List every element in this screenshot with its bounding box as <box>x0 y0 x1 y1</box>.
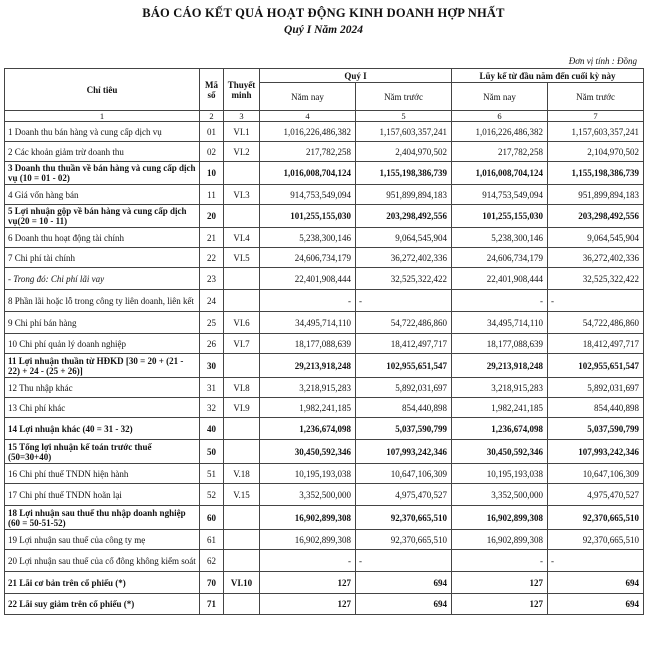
cumulative-current-value: 29,213,918,248 <box>452 354 548 378</box>
cumulative-previous-value: 10,647,106,309 <box>548 464 644 484</box>
row-label: 7 Chi phí tài chính <box>5 248 200 268</box>
header-cumulative-current: Năm nay <box>452 83 548 111</box>
column-number: 2 <box>200 111 224 122</box>
row-label: 1 Doanh thu bán hàng và cung cấp dịch vụ <box>5 122 200 142</box>
quarter-current-value: 16,902,899,308 <box>260 506 356 530</box>
quarter-previous-value: 18,412,497,717 <box>356 334 452 354</box>
cumulative-current-value: 1,016,008,704,124 <box>452 162 548 185</box>
row-note: VI.6 <box>224 312 260 334</box>
table-row <box>5 354 644 378</box>
table-row <box>5 550 644 572</box>
row-label: 4 Giá vốn hàng bán <box>5 185 200 205</box>
row-code: 10 <box>200 162 224 185</box>
table-row <box>5 290 644 312</box>
table-row <box>5 572 644 594</box>
row-label: 8 Phần lãi hoặc lỗ trong công ty liên doanh, liên kết <box>5 290 200 312</box>
row-note <box>224 290 260 312</box>
header-chi-tieu: Chỉ tiêu <box>5 69 200 111</box>
header-thuyet-minh: Thuyết minh <box>224 69 260 111</box>
quarter-previous-value: 54,722,486,860 <box>356 312 452 334</box>
quarter-current-value: 1,016,226,486,382 <box>260 122 356 142</box>
quarter-previous-value: 1,155,198,386,739 <box>356 162 452 185</box>
cumulative-current-value: - <box>452 290 548 312</box>
quarter-previous-value: 92,370,665,510 <box>356 506 452 530</box>
table-row <box>5 530 644 550</box>
table-row <box>5 378 644 398</box>
row-label: 14 Lợi nhuận khác (40 = 31 - 32) <box>5 418 200 440</box>
table-body <box>5 122 644 615</box>
row-note: VI.1 <box>224 122 260 142</box>
header-ma-so: Mã số <box>200 69 224 111</box>
column-number: 5 <box>356 111 452 122</box>
quarter-current-value: 217,782,258 <box>260 142 356 162</box>
quarter-previous-value: 5,892,031,697 <box>356 378 452 398</box>
cumulative-current-value: 34,495,714,110 <box>452 312 548 334</box>
quarter-current-value: 22,401,908,444 <box>260 268 356 290</box>
quarter-previous-value: 92,370,665,510 <box>356 530 452 550</box>
cumulative-current-value: 30,450,592,346 <box>452 440 548 464</box>
table-row <box>5 312 644 334</box>
quarter-current-value: 10,195,193,038 <box>260 464 356 484</box>
cumulative-current-value: 127 <box>452 572 548 594</box>
row-note: VI.7 <box>224 334 260 354</box>
quarter-previous-value: 2,404,970,502 <box>356 142 452 162</box>
row-code: 20 <box>200 205 224 228</box>
quarter-current-value: 1,236,674,098 <box>260 418 356 440</box>
quarter-current-value: 3,352,500,000 <box>260 484 356 506</box>
cumulative-previous-value: 9,064,545,904 <box>548 228 644 248</box>
row-note <box>224 440 260 464</box>
table-row <box>5 418 644 440</box>
quarter-current-value: 914,753,549,094 <box>260 185 356 205</box>
header-cumulative-previous: Năm trước <box>548 83 644 111</box>
quarter-current-value: 127 <box>260 594 356 615</box>
row-note <box>224 530 260 550</box>
cumulative-previous-value: 1,157,603,357,241 <box>548 122 644 142</box>
cumulative-current-value: 5,238,300,146 <box>452 228 548 248</box>
row-note <box>224 354 260 378</box>
cumulative-current-value: 3,218,915,283 <box>452 378 548 398</box>
quarter-previous-value: 107,993,242,346 <box>356 440 452 464</box>
row-note: V.18 <box>224 464 260 484</box>
currency-unit: Đơn vị tính : Đồng <box>568 56 637 66</box>
cumulative-previous-value: 951,899,894,183 <box>548 185 644 205</box>
quarter-current-value: - <box>260 550 356 572</box>
quarter-current-value: 18,177,088,639 <box>260 334 356 354</box>
cumulative-current-value: 914,753,549,094 <box>452 185 548 205</box>
header-quarter: Quý I <box>260 69 452 83</box>
cumulative-previous-value: 2,104,970,502 <box>548 142 644 162</box>
table-row <box>5 506 644 530</box>
column-number: 7 <box>548 111 644 122</box>
cumulative-previous-value: - <box>548 550 644 572</box>
cumulative-current-value: - <box>452 550 548 572</box>
row-code: 30 <box>200 354 224 378</box>
row-label: 6 Doanh thu hoạt động tài chính <box>5 228 200 248</box>
row-note <box>224 268 260 290</box>
quarter-previous-value: 9,064,545,904 <box>356 228 452 248</box>
quarter-current-value: 3,218,915,283 <box>260 378 356 398</box>
quarter-previous-value: 5,037,590,799 <box>356 418 452 440</box>
cumulative-previous-value: 32,525,322,422 <box>548 268 644 290</box>
row-note: VI.5 <box>224 248 260 268</box>
quarter-previous-value: 694 <box>356 594 452 615</box>
row-code: 60 <box>200 506 224 530</box>
row-note: VI.9 <box>224 398 260 418</box>
quarter-previous-value: 854,440,898 <box>356 398 452 418</box>
cumulative-previous-value: - <box>548 290 644 312</box>
row-code: 61 <box>200 530 224 550</box>
row-label: 18 Lợi nhuận sau thuế thu nhập doanh nghiệp (60 = 50-51-52) <box>5 506 200 530</box>
cumulative-previous-value: 694 <box>548 572 644 594</box>
row-code: 32 <box>200 398 224 418</box>
row-code: 01 <box>200 122 224 142</box>
row-note: V.15 <box>224 484 260 506</box>
cumulative-previous-value: 694 <box>548 594 644 615</box>
table-row <box>5 185 644 205</box>
row-code: 31 <box>200 378 224 398</box>
row-note: VI.8 <box>224 378 260 398</box>
cumulative-previous-value: 54,722,486,860 <box>548 312 644 334</box>
cumulative-previous-value: 92,370,665,510 <box>548 506 644 530</box>
row-code: 26 <box>200 334 224 354</box>
quarter-current-value: 1,982,241,185 <box>260 398 356 418</box>
cumulative-current-value: 217,782,258 <box>452 142 548 162</box>
cumulative-previous-value: 854,440,898 <box>548 398 644 418</box>
row-label: 3 Doanh thu thuần về bán hàng và cung cấp dịch vụ (10 = 01 - 02) <box>5 162 200 185</box>
quarter-previous-value: 203,298,492,556 <box>356 205 452 228</box>
column-number: 6 <box>452 111 548 122</box>
table-row <box>5 268 644 290</box>
table-row <box>5 484 644 506</box>
column-number: 4 <box>260 111 356 122</box>
cumulative-current-value: 10,195,193,038 <box>452 464 548 484</box>
quarter-previous-value: - <box>356 290 452 312</box>
row-code: 23 <box>200 268 224 290</box>
table-row <box>5 228 644 248</box>
row-label: 21 Lãi cơ bản trên cổ phiếu (*) <box>5 572 200 594</box>
cumulative-current-value: 127 <box>452 594 548 615</box>
row-code: 22 <box>200 248 224 268</box>
quarter-current-value: 16,902,899,308 <box>260 530 356 550</box>
cumulative-previous-value: 5,892,031,697 <box>548 378 644 398</box>
quarter-previous-value: 1,157,603,357,241 <box>356 122 452 142</box>
cumulative-current-value: 16,902,899,308 <box>452 530 548 550</box>
table-row <box>5 162 644 185</box>
row-note <box>224 162 260 185</box>
table-row <box>5 594 644 615</box>
cumulative-current-value: 22,401,908,444 <box>452 268 548 290</box>
row-label: 10 Chi phí quản lý doanh nghiệp <box>5 334 200 354</box>
row-code: 02 <box>200 142 224 162</box>
cumulative-current-value: 1,982,241,185 <box>452 398 548 418</box>
row-code: 71 <box>200 594 224 615</box>
header-quarter-previous: Năm trước <box>356 83 452 111</box>
table-row <box>5 122 644 142</box>
quarter-current-value: 30,450,592,346 <box>260 440 356 464</box>
report-title: BÁO CÁO KẾT QUẢ HOẠT ĐỘNG KINH DOANH HỢP NHẤT <box>142 6 505 20</box>
cumulative-current-value: 24,606,734,179 <box>452 248 548 268</box>
row-label: - Trong đó: Chi phí lãi vay <box>5 268 200 290</box>
cumulative-previous-value: 102,955,651,547 <box>548 354 644 378</box>
column-number: 3 <box>224 111 260 122</box>
cumulative-previous-value: 4,975,470,527 <box>548 484 644 506</box>
table-row <box>5 334 644 354</box>
row-note <box>224 550 260 572</box>
row-code: 11 <box>200 185 224 205</box>
cumulative-previous-value: 18,412,497,717 <box>548 334 644 354</box>
cumulative-current-value: 1,016,226,486,382 <box>452 122 548 142</box>
row-label: 13 Chi phí khác <box>5 398 200 418</box>
column-number: 1 <box>5 111 200 122</box>
row-code: 50 <box>200 440 224 464</box>
row-label: 16 Chi phí thuế TNDN hiện hành <box>5 464 200 484</box>
quarter-current-value: 34,495,714,110 <box>260 312 356 334</box>
cumulative-previous-value: 92,370,665,510 <box>548 530 644 550</box>
row-note <box>224 594 260 615</box>
row-code: 51 <box>200 464 224 484</box>
row-label: 9 Chi phí bán hàng <box>5 312 200 334</box>
quarter-previous-value: 951,899,894,183 <box>356 185 452 205</box>
row-label: 15 Tổng lợi nhuận kế toán trước thuế (50=30+40) <box>5 440 200 464</box>
row-code: 40 <box>200 418 224 440</box>
row-label: 12 Thu nhập khác <box>5 378 200 398</box>
cumulative-previous-value: 36,272,402,336 <box>548 248 644 268</box>
table-row <box>5 142 644 162</box>
quarter-current-value: 24,606,734,179 <box>260 248 356 268</box>
cumulative-current-value: 3,352,500,000 <box>452 484 548 506</box>
quarter-current-value: 101,255,155,030 <box>260 205 356 228</box>
quarter-previous-value: 694 <box>356 572 452 594</box>
row-label: 22 Lãi suy giảm trên cổ phiếu (*) <box>5 594 200 615</box>
table-row <box>5 248 644 268</box>
row-note <box>224 205 260 228</box>
header-cumulative: Lũy kế từ đầu năm đến cuối kỳ này <box>452 69 644 83</box>
table-row <box>5 464 644 484</box>
quarter-current-value: 1,016,008,704,124 <box>260 162 356 185</box>
quarter-current-value: 5,238,300,146 <box>260 228 356 248</box>
cumulative-current-value: 1,236,674,098 <box>452 418 548 440</box>
quarter-current-value: 127 <box>260 572 356 594</box>
quarter-current-value: 29,213,918,248 <box>260 354 356 378</box>
row-code: 62 <box>200 550 224 572</box>
quarter-previous-value: - <box>356 550 452 572</box>
report-period: Quý I Năm 2024 <box>284 24 363 36</box>
row-note: VI.10 <box>224 572 260 594</box>
cumulative-current-value: 101,255,155,030 <box>452 205 548 228</box>
table-row <box>5 398 644 418</box>
row-note <box>224 506 260 530</box>
income-statement-table <box>4 68 644 615</box>
row-label: 19 Lợi nhuận sau thuế của công ty mẹ <box>5 530 200 550</box>
row-note: VI.3 <box>224 185 260 205</box>
quarter-previous-value: 10,647,106,309 <box>356 464 452 484</box>
cumulative-previous-value: 1,155,198,386,739 <box>548 162 644 185</box>
column-number-row <box>5 111 644 122</box>
cumulative-previous-value: 203,298,492,556 <box>548 205 644 228</box>
cumulative-current-value: 18,177,088,639 <box>452 334 548 354</box>
table-row <box>5 440 644 464</box>
row-code: 52 <box>200 484 224 506</box>
row-label: 17 Chi phí thuế TNDN hoãn lại <box>5 484 200 506</box>
row-code: 25 <box>200 312 224 334</box>
header-quarter-current: Năm nay <box>260 83 356 111</box>
quarter-previous-value: 32,525,322,422 <box>356 268 452 290</box>
row-label: 11 Lợi nhuận thuần từ HĐKD [30 = 20 + (21 - 22) + 24 - (25 + 26)] <box>5 354 200 378</box>
row-note <box>224 418 260 440</box>
quarter-previous-value: 102,955,651,547 <box>356 354 452 378</box>
row-code: 70 <box>200 572 224 594</box>
cumulative-previous-value: 5,037,590,799 <box>548 418 644 440</box>
quarter-previous-value: 4,975,470,527 <box>356 484 452 506</box>
row-label: 20 Lợi nhuận sau thuế của cổ đông không kiểm soát <box>5 550 200 572</box>
row-label: 5 Lợi nhuận gộp về bán hàng và cung cấp dịch vụ(20 = 10 - 11) <box>5 205 200 228</box>
row-note: VI.4 <box>224 228 260 248</box>
row-code: 21 <box>200 228 224 248</box>
cumulative-current-value: 16,902,899,308 <box>452 506 548 530</box>
table-row <box>5 205 644 228</box>
quarter-current-value: - <box>260 290 356 312</box>
row-note: VI.2 <box>224 142 260 162</box>
quarter-previous-value: 36,272,402,336 <box>356 248 452 268</box>
row-label: 2 Các khoản giảm trừ doanh thu <box>5 142 200 162</box>
cumulative-previous-value: 107,993,242,346 <box>548 440 644 464</box>
row-code: 24 <box>200 290 224 312</box>
